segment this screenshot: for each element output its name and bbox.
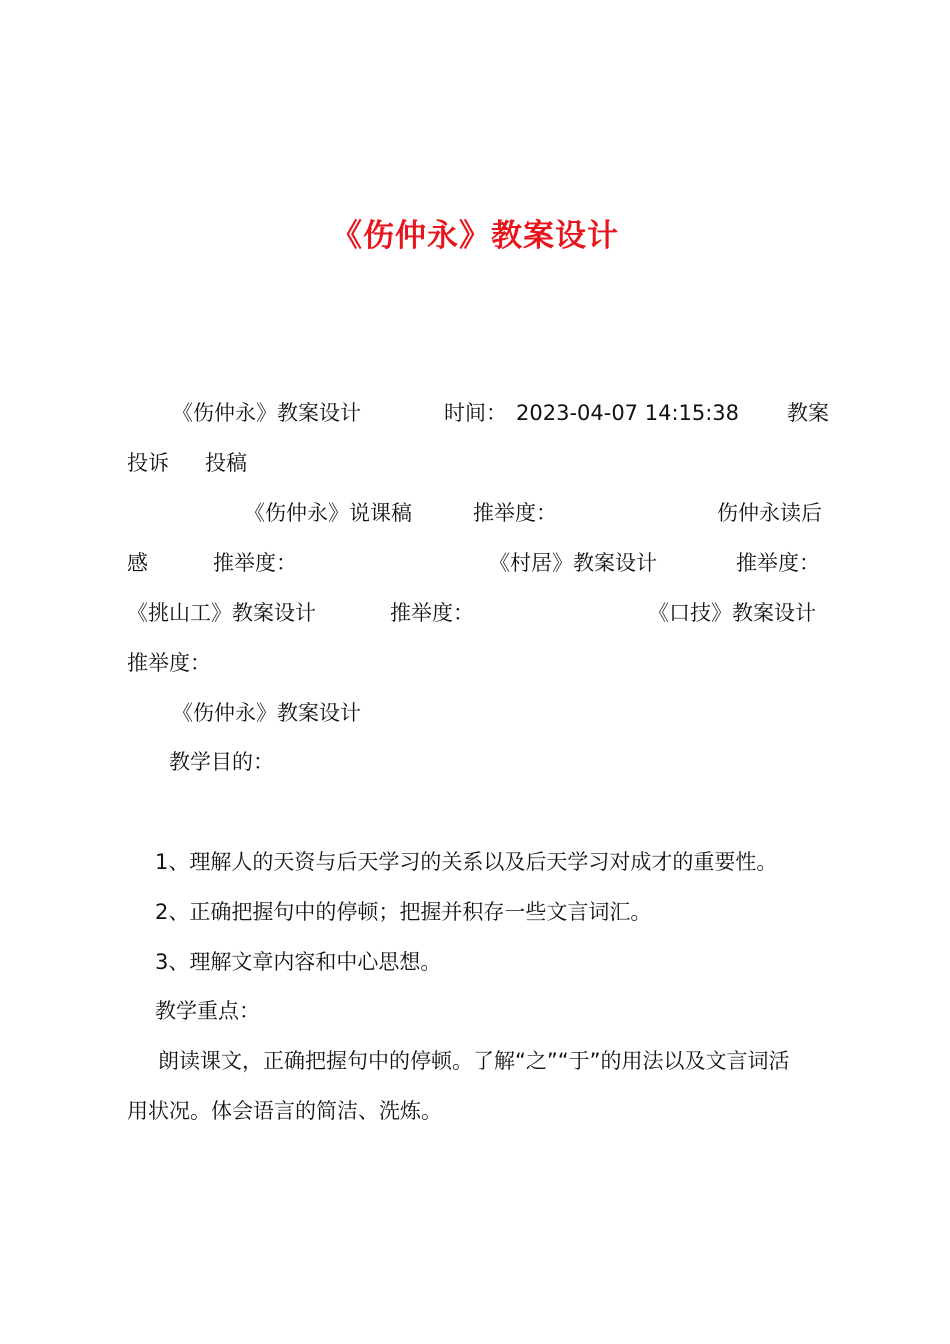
goals-heading: 教学目的：	[169, 750, 274, 774]
submit-link[interactable]: 投稿	[205, 451, 247, 475]
article-title-text: 《伤仲永》教案设计	[172, 401, 361, 425]
goal-item: 1、理解人的天资与后天学习的关系以及后天学习对成才的重要性。	[155, 850, 778, 874]
related-link[interactable]: 《伤仲永》说课稿	[244, 501, 412, 525]
related-link[interactable]: 感	[127, 551, 148, 575]
body-subtitle: 《伤仲永》教案设计	[172, 701, 361, 725]
rating-label: 推举度：	[213, 551, 297, 575]
rating-label: 推举度：	[736, 551, 820, 575]
related-link[interactable]: 《口技》教案设计	[648, 601, 816, 625]
page-title: 《伤仲永》教案设计	[331, 218, 619, 254]
goal-item: 3、理解文章内容和中心思想。	[155, 950, 442, 974]
related-link[interactable]: 《挑山工》教案设计	[127, 601, 316, 625]
goal-item: 2、正确把握句中的停顿；把握并积存一些文言词汇。	[155, 900, 652, 924]
complain-link[interactable]: 投诉	[127, 451, 169, 475]
focus-text: 用状况。体会语言的简洁、洗炼。	[127, 1099, 442, 1123]
focus-text: 朗读课文，正确把握句中的停顿。了解“之”“于”的用法以及文言词活	[158, 1049, 790, 1073]
time-label: 时间：	[444, 401, 507, 425]
rating-label: 推举度：	[390, 601, 474, 625]
related-link[interactable]: 伤仲永读后	[717, 501, 822, 525]
focus-heading: 教学重点：	[155, 999, 260, 1023]
time-value: 2023-04-07 14:15:38	[516, 401, 740, 425]
rating-label: 推举度：	[127, 651, 211, 675]
related-link[interactable]: 《村居》教案设计	[489, 551, 657, 575]
category-link[interactable]: 教案	[787, 401, 829, 425]
rating-label: 推举度：	[473, 501, 557, 525]
